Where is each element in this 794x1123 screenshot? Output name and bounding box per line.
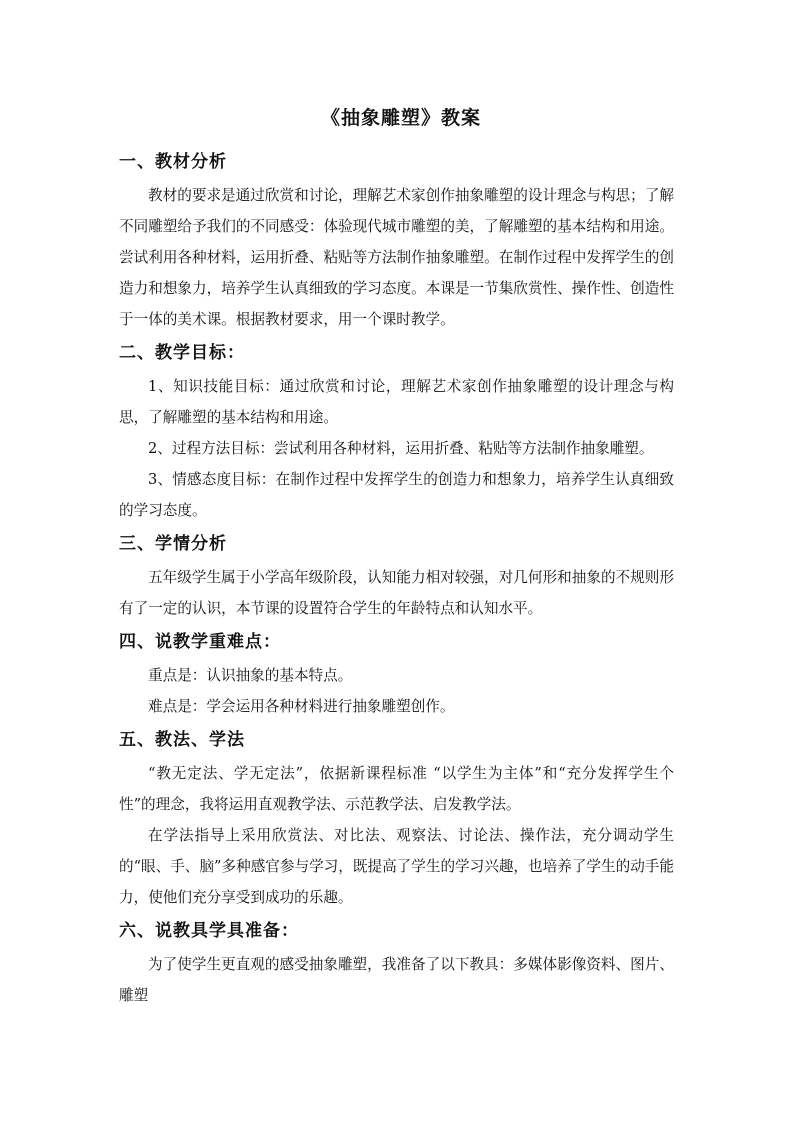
section-heading: 五、教法、学法 [119, 730, 245, 750]
section-heading: 六、说教具学具准备： [119, 921, 299, 941]
paragraph: 1、知识技能目标：通过欣赏和讨论，理解艺术家创作抽象雕塑的设计理念与构思，了解雕塑的基本结构和用途。 [119, 378, 674, 426]
section-key-difficult-points [0, 624, 794, 722]
paragraph: 2、过程方法目标：尝试利用各种材料，运用折叠、粘贴等方法制作抽象雕塑。 [148, 440, 654, 457]
paragraph: 重点是：认识抽象的基本特点。 [148, 667, 353, 684]
section-textbook-analysis [0, 144, 794, 335]
section-teaching-aids [0, 913, 794, 1011]
section-learner-analysis [0, 526, 794, 624]
paragraph: 在学法指导上采用欣赏法、对比法、观察法、讨论法、操作法，充分调动学生的“眼、手、脑”多种感官参与学习，既提高了学生的学习兴趣，也培养了学生的动手能力，使他们充分享受到成功的乐趣。 [119, 827, 674, 906]
paragraph: 为了使学生更直观的感受抽象雕塑，我准备了以下教具：多媒体影像资料、图片、雕塑 [119, 956, 674, 1004]
section-heading: 一、教材分析 [119, 152, 227, 172]
section-heading: 二、教学目标： [119, 343, 245, 363]
paragraph: 教材的要求是通过欣赏和讨论，理解艺术家创作抽象雕塑的设计理念与构思；了解不同雕塑给予我们的不同感受：体验现代城市雕塑的美，了解雕塑的基本结构和用途。尝试利用各种材料，运用折叠、粘贴等方法制作抽象雕塑。在制作过程中发挥学生的创造力和想象力，培养学生认真细致的学习态度。本课是一节集欣赏性、操作性、创造性于一体的美术课。根据教材要求，用一个课时教学。 [119, 187, 674, 328]
paragraph: “教无定法、学无定法”，依据新课程标准 “以学生为主体”和“充分发挥学生个性”的理念，我将运用直观教学法、示范教学法、启发教学法。 [119, 765, 674, 813]
paragraph: 3、情感态度目标：在制作过程中发挥学生的创造力和想象力，培养学生认真细致的学习态度。 [119, 471, 674, 519]
document-title: 《抽象雕塑》教案 [320, 107, 481, 129]
paragraph: 难点是：学会运用各种材料进行抽象雕塑创作。 [148, 698, 455, 715]
section-teaching-methods [0, 722, 794, 913]
section-heading: 四、说教学重难点： [119, 632, 281, 652]
section-heading: 三、学情分析 [119, 534, 227, 554]
section-teaching-objectives [0, 335, 794, 526]
paragraph: 五年级学生属于小学高年级阶段，认知能力相对较强，对几何形和抽象的不规则形有了一定的认识，本节课的设置符合学生的年龄特点和认知水平。 [119, 569, 674, 617]
